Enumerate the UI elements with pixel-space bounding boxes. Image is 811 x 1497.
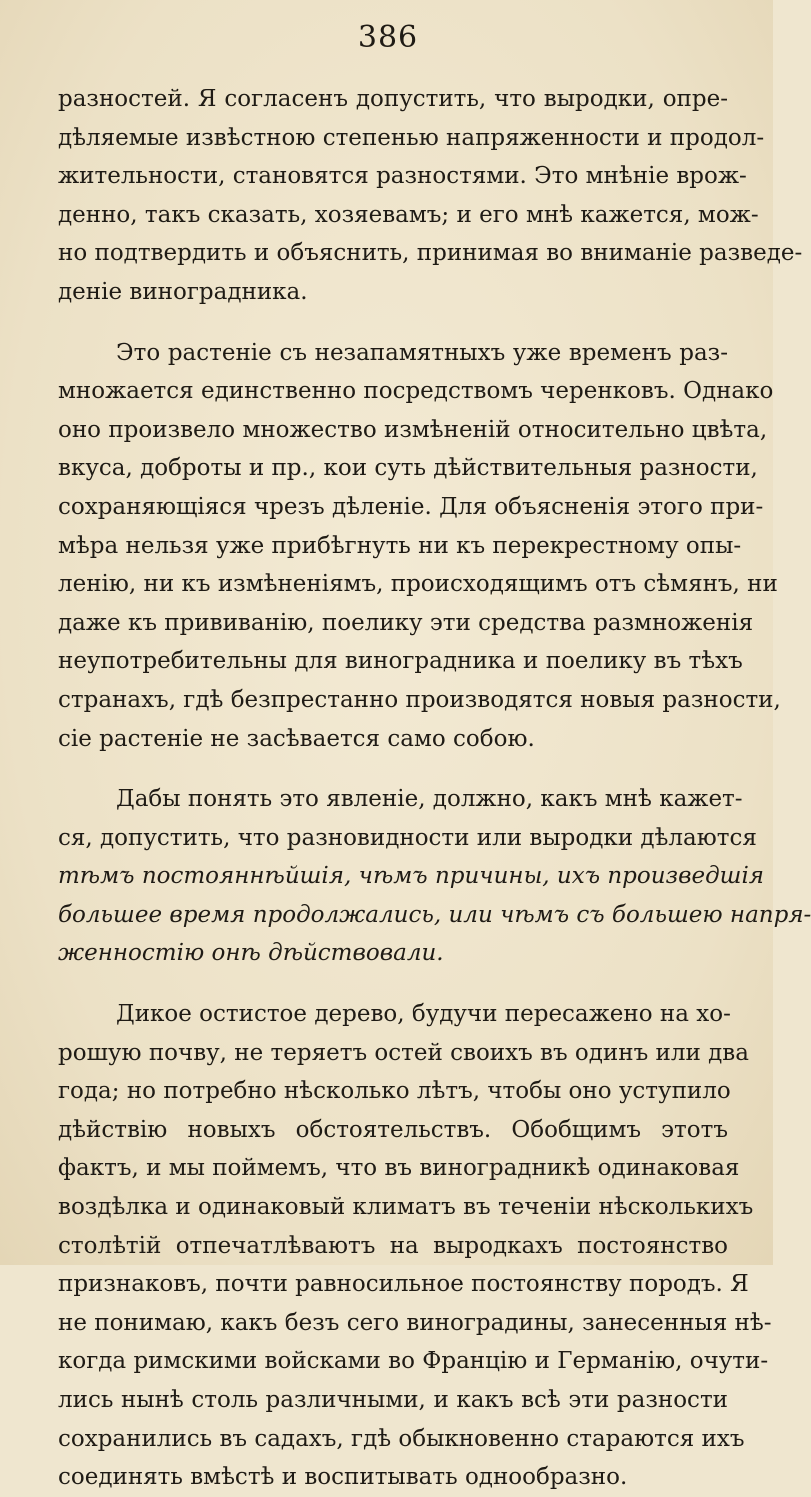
text-line: сохранились въ садахъ, гдѣ обыкновенно стараются ихъ (58, 1425, 745, 1452)
text-line: жительности, становятся разностями. Это мнѣніе врож- (58, 163, 747, 190)
text-line: странахъ, гдѣ безпрестанно производятся новыя разности, (58, 686, 781, 713)
text-line: Дикое остистое дерево, будучи пересажено на хо- (116, 1001, 731, 1028)
paragraph (58, 995, 773, 1497)
text-line: рошую почву, не теряетъ остей своихъ въ одинъ или два (58, 1039, 749, 1066)
text-line: деніе виноградника. (58, 278, 308, 305)
text-line: когда римскими войсками во Францію и Германію, очути- (58, 1348, 769, 1375)
paragraph-gap (58, 312, 773, 334)
text-line: тѣмъ постояннѣйшія, чѣмъ причины, ихъ произведшія (58, 863, 765, 890)
text-line: неупотребительны для виноградника и поелику въ тѣхъ (58, 648, 743, 675)
text-line: большее время продолжались, или чѣмъ съ большею напря- (58, 901, 811, 928)
text-line: даже къ прививанію, поелику эти средства размноженія (58, 609, 754, 636)
paragraph (58, 334, 781, 759)
text-line: ленію, ни къ измѣненіямъ, происходящимъ отъ сѣмянъ, ни (58, 571, 778, 598)
text-line: фактъ, и мы поймемъ, что въ виноградникѣ одинаковая (58, 1155, 740, 1182)
text-line: оно произвело множество измѣненій относительно цвѣта, (58, 416, 768, 443)
text-line: лись нынѣ столь различными, и какъ всѣ эти разности (58, 1387, 728, 1413)
text-line: вкуса, доброты и пр., кои суть дѣйствительныя разности, (58, 455, 758, 482)
text-line: дѣйствію новыхъ обстоятельствъ. Обобщимъ этотъ (58, 1116, 728, 1143)
paragraph-gap (58, 973, 773, 995)
text-line: столѣтій отпечатлѣваютъ на выродкахъ постоянство (58, 1232, 728, 1259)
paragraph (58, 80, 803, 312)
text-line: ся, допустить, что разновидности или выродки дѣлаются (58, 824, 757, 851)
text-line: соединять вмѣстѣ и воспитывать однообразно. (58, 1464, 628, 1491)
text-line: воздѣлка и одинаковый климатъ въ теченіи нѣсколькихъ (58, 1194, 754, 1221)
text-line: сохраняющіяся чрезъ дѣленіе. Для объясненія этого при- (58, 493, 764, 520)
text-line: Дабы понять это явленіе, должно, какъ мнѣ кажет- (116, 786, 743, 813)
page-number: 386 (357, 20, 419, 55)
text-line: сіе растеніе не засѣвается само собою. (58, 725, 535, 752)
paragraph (58, 780, 811, 973)
text-line: не понимаю, какъ безъ сего виноградины, занесенныя нѣ- (58, 1309, 772, 1336)
text-line: множается единственно посредствомъ черенковъ. Однако (58, 378, 774, 405)
text-line: дѣляемые извѣстною степенью напряженности и продол- (58, 124, 765, 151)
text-line: разностей. Я согласенъ допустить, что выродки, опре- (58, 86, 728, 112)
text-line: но подтвердить и объяснить, принимая во вниманіе разведе- (58, 240, 803, 267)
text-line: года; но потребно нѣсколько лѣтъ, чтобы оно уступило (58, 1078, 731, 1105)
text-line: денно, такъ сказать, хозяевамъ; и его мнѣ кажется, мож- (58, 201, 759, 228)
text-line: Это растеніе съ незапамятныхъ уже временъ раз- (116, 339, 728, 366)
paragraph-gap (58, 758, 773, 780)
text-line: мѣра нельзя уже прибѣгнуть ни къ перекрестному опы- (58, 532, 742, 559)
text-line: женностію онѣ дѣйствовали. (58, 940, 444, 967)
text-line: признаковъ, почти равносильное постоянству породъ. Я (58, 1271, 749, 1298)
